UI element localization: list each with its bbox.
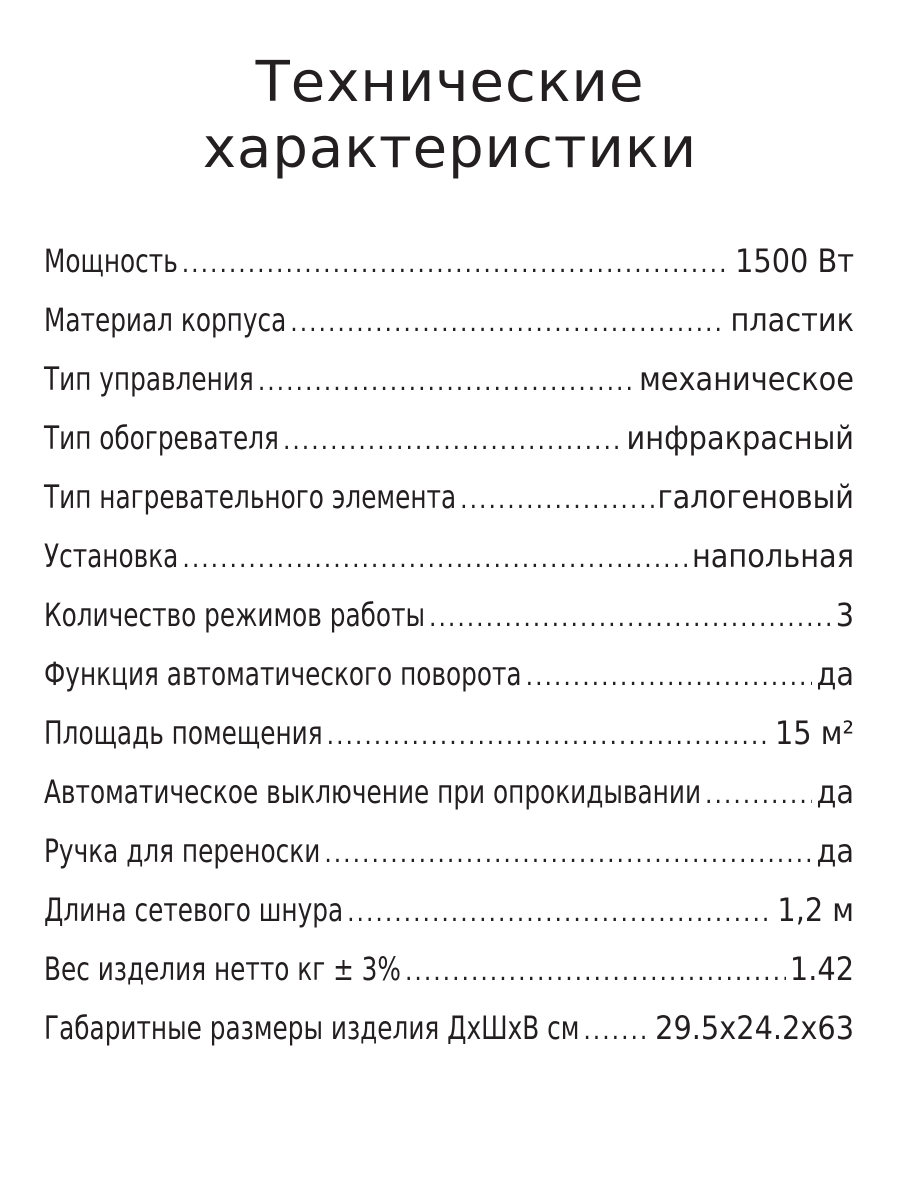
- dot-leader: [405, 943, 786, 1002]
- title-line-1: Технические: [255, 50, 645, 115]
- spec-value: да: [816, 773, 854, 811]
- spec-value: 1500 Вт: [735, 242, 854, 280]
- spec-row-room-area: [44, 704, 854, 763]
- dot-leader: [182, 235, 731, 294]
- spec-row-carry-handle: [44, 822, 854, 881]
- spec-row-dimensions: [44, 999, 854, 1058]
- spec-label: Тип управления: [44, 360, 254, 398]
- spec-row-auto-rotation: [44, 645, 854, 704]
- spec-label: Длина сетевого шнура: [44, 891, 344, 929]
- dot-leader: [429, 589, 832, 648]
- spec-label: Материал корпуса: [44, 301, 287, 339]
- dot-leader: [258, 353, 635, 412]
- page-title: [0, 50, 900, 182]
- spec-value: 1.42: [789, 950, 854, 988]
- spec-value: 15 м²: [774, 714, 854, 752]
- dot-leader: [583, 1002, 651, 1061]
- spec-value: да: [816, 655, 854, 693]
- spec-row-heater-type: [44, 409, 854, 468]
- spec-label: Количество режимов работы: [44, 596, 426, 634]
- spec-label: Ручка для переноски: [44, 832, 321, 870]
- dot-leader: [347, 884, 773, 943]
- spec-row-power: [44, 232, 854, 291]
- dot-leader: [182, 530, 688, 589]
- spec-row-net-weight: [44, 940, 854, 999]
- spec-label: Мощность: [44, 242, 178, 280]
- spec-list: [44, 232, 854, 1058]
- spec-row-modes-count: [44, 586, 854, 645]
- dot-leader: [327, 707, 771, 766]
- spec-value: 29.5x24.2x63: [655, 1009, 854, 1047]
- spec-label: Функция автоматического поворота: [44, 655, 522, 693]
- spec-label: Габаритные размеры изделия ДхШхВ см: [44, 1009, 580, 1047]
- title-line-2: характеристики: [202, 116, 698, 181]
- spec-row-tip-over-shutoff: [44, 763, 854, 822]
- spec-value: механическое: [639, 360, 854, 398]
- spec-value: 3: [835, 596, 854, 634]
- dot-leader: [460, 471, 653, 530]
- spec-row-body-material: [44, 291, 854, 350]
- dot-leader: [283, 412, 623, 471]
- dot-leader: [705, 766, 812, 825]
- spec-value: да: [816, 832, 854, 870]
- spec-value: напольная: [691, 537, 854, 575]
- dot-leader: [324, 825, 812, 884]
- spec-value: инфракрасный: [626, 419, 854, 457]
- spec-label: Тип обогревателя: [44, 419, 279, 457]
- spec-row-installation: [44, 527, 854, 586]
- spec-value: галогеновый: [657, 478, 854, 516]
- spec-label: Установка: [44, 537, 179, 575]
- spec-label: Автоматическое выключение при опрокидывании: [44, 773, 702, 811]
- spec-value: пластик: [730, 301, 854, 339]
- dot-leader: [526, 648, 813, 707]
- spec-row-heating-element: [44, 468, 854, 527]
- spec-row-cord-length: [44, 881, 854, 940]
- dot-leader: [290, 294, 726, 353]
- spec-value: 1,2 м: [777, 891, 854, 929]
- spec-label: Вес изделия нетто кг ± 3%: [44, 950, 401, 988]
- spec-label: Площадь помещения: [44, 714, 323, 752]
- spec-row-control-type: [44, 350, 854, 409]
- spec-label: Тип нагревательного элемента: [44, 478, 457, 516]
